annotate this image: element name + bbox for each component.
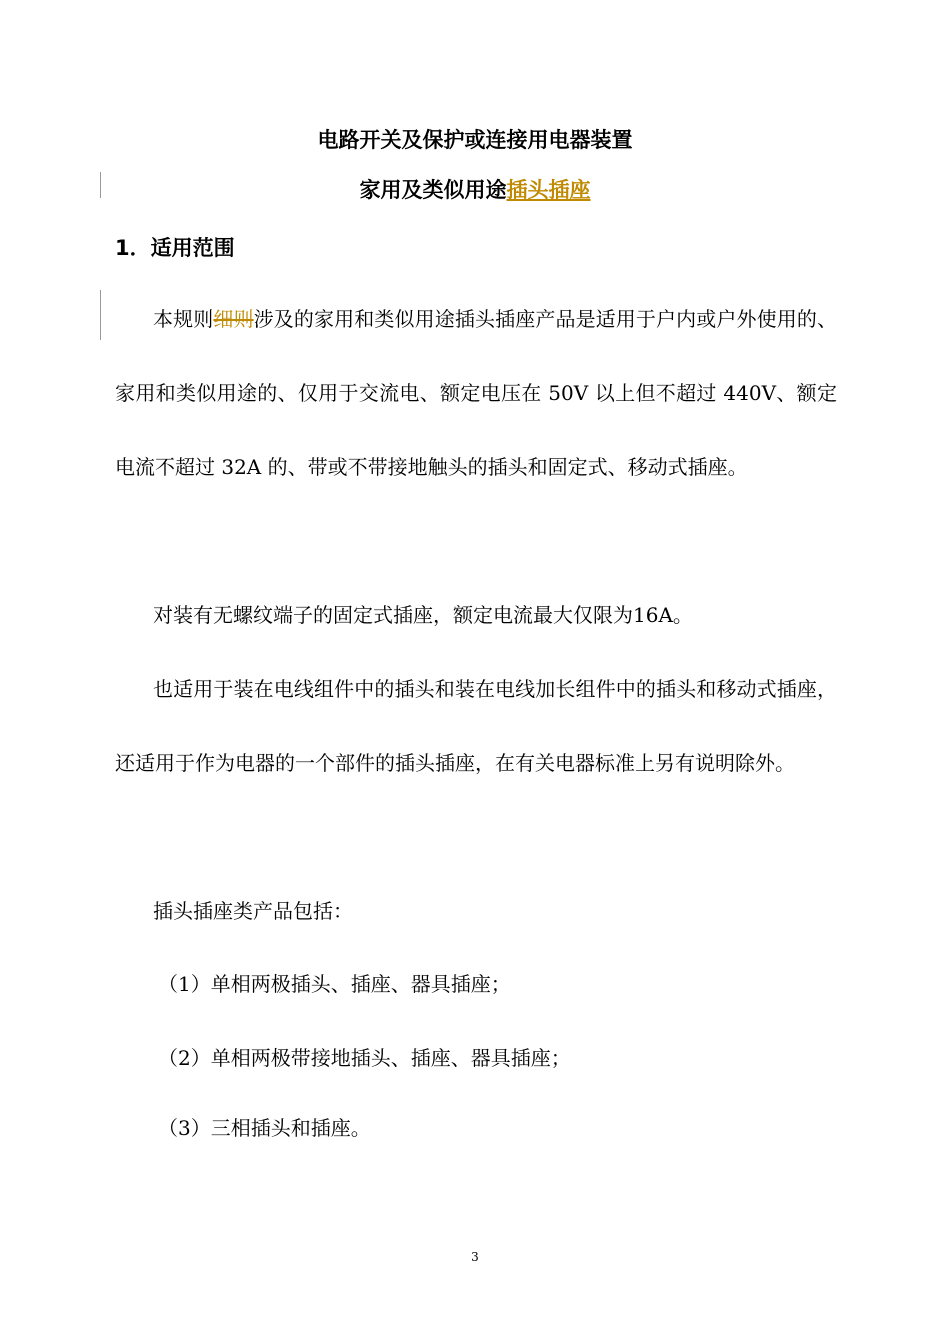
paragraph-screwless: 对装有无螺纹端子的固定式插座，额定电流最大仅限为16A。 (153, 603, 693, 627)
paragraph-text: 本规则 (153, 307, 214, 331)
list-item: （2）单相两极带接地插头、插座、器具插座； (158, 1046, 571, 1070)
list-item: （1）单相两极插头、插座、器具插座； (158, 972, 511, 996)
section-heading: 1．适用范围 (115, 236, 235, 260)
document-subtitle (0, 174, 950, 204)
paragraph-scope (115, 282, 837, 504)
paragraph-applicability: 也适用于装在电线组件中的插头和装在电线加长组件中的插头和移动式插座，还适用于作为电器的一个部件的插头插座，在有关电器标准上另有说明除外。 (115, 677, 837, 775)
list-item: （3）三相插头和插座。 (158, 1116, 371, 1140)
paragraph-text: 涉及的家用和类似用途插头插座产品是适用于户内或户外使用的、家用和类似用途的、仅用于交流电、额定电压在 50V 以上但不超过 440V、额定电流不超过 32A 的、带或不带接地触头的插头和固定式、移动式插座。 (115, 307, 838, 479)
page-number: 3 (471, 1250, 479, 1264)
paragraph-products: 插头插座类产品包括： (153, 899, 353, 923)
inserted-text: 插头插座 (506, 178, 591, 202)
deleted-text: 细则 (213, 307, 254, 331)
revision-change-bar (100, 290, 101, 340)
document-title: 电路开关及保护或连接用电器装置 (317, 128, 633, 152)
subtitle-text: 家用及类似用途 (359, 178, 507, 202)
